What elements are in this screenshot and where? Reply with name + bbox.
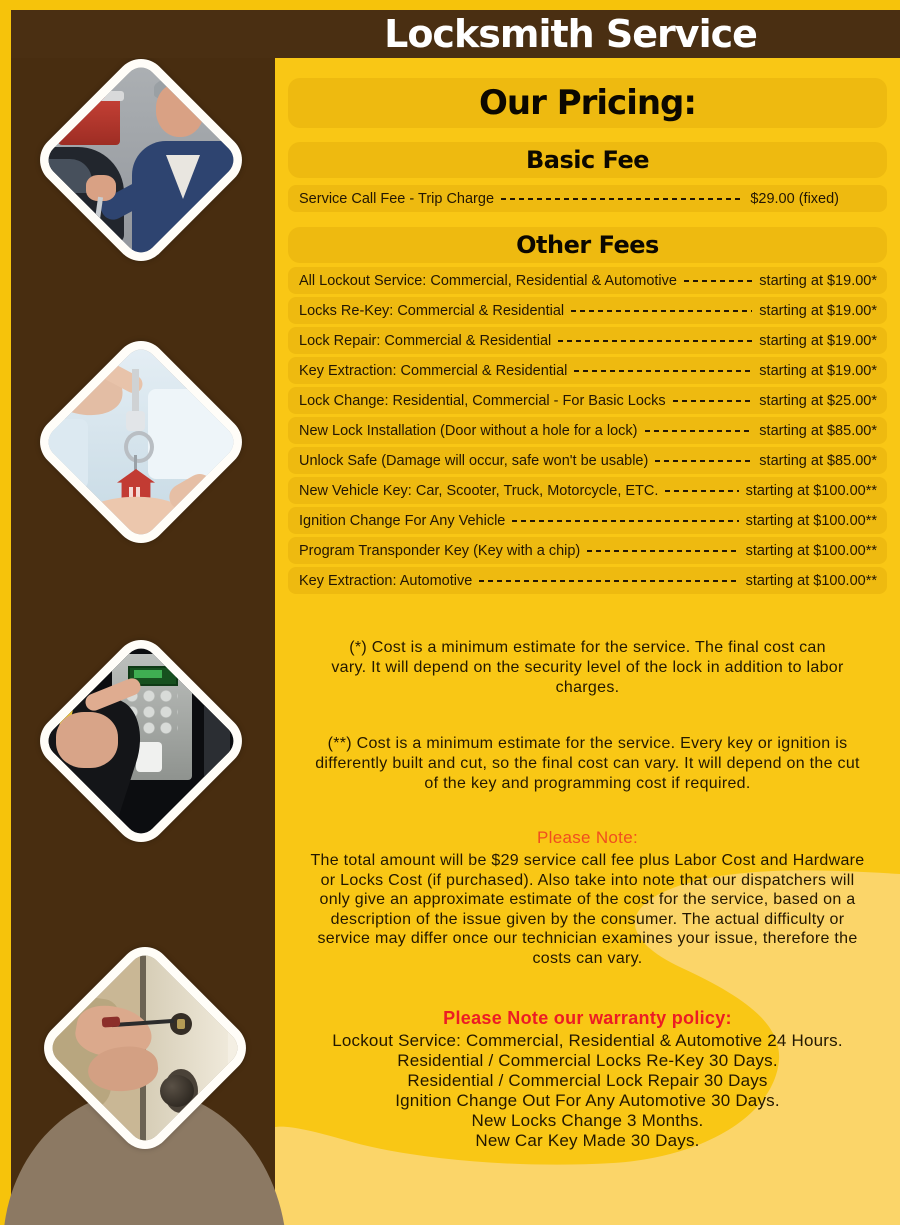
- other-fees-rows: [288, 267, 887, 594]
- fee-row: [288, 447, 887, 474]
- fee-label: Lock Repair: Commercial & Residential: [299, 332, 552, 349]
- note-double-asterisk: (**) Cost is a minimum estimate for the service. Every key or ignition is differently built and cut, so the final cost can vary. It will depend on the cut of the key and programming cost if required.: [315, 735, 860, 792]
- fee-row: [288, 537, 887, 564]
- fee-price: starting at $25.00*: [759, 392, 877, 409]
- pricing-column: [275, 78, 900, 1225]
- fee-row: [288, 417, 887, 444]
- fee-row: [288, 185, 887, 212]
- fee-price: starting at $85.00*: [759, 422, 877, 439]
- fee-label: New Lock Installation (Door without a hole for a lock): [299, 422, 638, 439]
- warranty-heading: Please Note our warranty policy:: [443, 1008, 732, 1029]
- photo-scene: [42, 642, 240, 840]
- warranty-line: Lockout Service: Commercial, Residential & Automotive 24 Hours.: [332, 1031, 843, 1051]
- please-note-heading: Please Note:: [537, 828, 638, 847]
- dash-leader: [574, 370, 752, 372]
- dash-leader: [571, 310, 752, 312]
- fee-row: [288, 327, 887, 354]
- fee-label: Service Call Fee - Trip Charge: [299, 190, 495, 207]
- finger-pressing-door-keypad-photo: [29, 629, 252, 852]
- warranty-line: Ignition Change Out For Any Automotive 30 Days.: [395, 1091, 780, 1111]
- fee-row: [288, 357, 887, 384]
- fee-row: [288, 477, 887, 504]
- photo-frame: [42, 642, 240, 840]
- warranty-line: Residential / Commercial Locks Re-Key 30 Days.: [397, 1051, 778, 1071]
- fee-price: starting at $100.00**: [745, 572, 877, 589]
- warranty-line: Residential / Commercial Lock Repair 30 Days: [407, 1071, 768, 1091]
- dash-leader: [501, 198, 743, 200]
- warranty-lines: [275, 1031, 900, 1151]
- fee-price: starting at $19.00*: [759, 332, 877, 349]
- basic-fee-heading-band: [288, 142, 887, 178]
- dash-leader: [479, 580, 738, 582]
- fee-label: Lock Change: Residential, Commercial - For Basic Locks: [299, 392, 666, 409]
- pricing-content: [275, 58, 900, 1225]
- fee-price: starting at $19.00*: [759, 302, 877, 319]
- fee-price: starting at $19.00*: [759, 362, 877, 379]
- fee-label: Key Extraction: Commercial & Residential: [299, 362, 568, 379]
- warranty-line: New Car Key Made 30 Days.: [475, 1131, 700, 1151]
- title-bar: [11, 10, 900, 58]
- fee-label: Key Extraction: Automotive: [299, 572, 473, 589]
- dash-leader: [655, 460, 752, 462]
- photo-frame: [42, 61, 240, 259]
- fee-label: Program Transponder Key (Key with a chip): [299, 542, 581, 559]
- pricing-heading: Our Pricing:: [478, 83, 696, 123]
- fee-row: [288, 267, 887, 294]
- other-fees-heading: Other Fees: [516, 231, 659, 259]
- fee-row: [288, 297, 887, 324]
- photo-frame: [42, 343, 240, 541]
- fee-label: Unlock Safe (Damage will occur, safe won't be usable): [299, 452, 649, 469]
- fee-price: starting at $85.00*: [759, 452, 877, 469]
- photo-scene: [42, 343, 240, 541]
- fee-price: starting at $19.00*: [759, 272, 877, 289]
- please-note-body: The total amount will be $29 service call fee plus Labor Cost and Hardware or Locks Cost (if purchased). Also take into note that our dispatchers will only give an approximate estimate of the cost for the service, based on a description of the issue given by the consumer. The actual difficulty or service may differ once our technician examines your issue, therefore the costs can vary.: [310, 852, 865, 967]
- technician-handing-key-photo: [29, 48, 252, 271]
- fee-price: starting at $100.00**: [745, 542, 877, 559]
- fee-label: New Vehicle Key: Car, Scooter, Truck, Motorcycle, ETC.: [299, 482, 659, 499]
- pricing-heading-band: [288, 78, 887, 128]
- fee-label: Locks Re-Key: Commercial & Residential: [299, 302, 565, 319]
- other-fees-heading-band: [288, 227, 887, 263]
- fee-price: starting at $100.00**: [745, 512, 877, 529]
- warranty-line: New Locks Change 3 Months.: [471, 1111, 704, 1131]
- dash-leader: [665, 490, 738, 492]
- page-title: Locksmith Service: [384, 12, 757, 56]
- fee-price: starting at $100.00**: [745, 482, 877, 499]
- basic-fee-heading: Basic Fee: [525, 146, 650, 174]
- dash-leader: [684, 280, 752, 282]
- fee-label: All Lockout Service: Commercial, Residential & Automotive: [299, 272, 677, 289]
- dash-leader: [512, 520, 738, 522]
- dash-leader: [587, 550, 738, 552]
- dash-leader: [673, 400, 753, 402]
- fee-row: [288, 387, 887, 414]
- dash-leader: [645, 430, 753, 432]
- fee-row: [288, 567, 887, 594]
- photo-sidebar: [11, 10, 275, 1225]
- key-with-house-keychain-handover-photo: [29, 330, 252, 553]
- fee-row: [288, 507, 887, 534]
- note-single-asterisk: (*) Cost is a minimum estimate for the service. The final cost can vary. It will depend on the security level of the lock in addition to labor charges.: [331, 639, 844, 696]
- basic-fee-rows: [288, 185, 887, 212]
- dash-leader: [558, 340, 752, 342]
- fee-price: $29.00 (fixed): [750, 190, 839, 207]
- fee-label: Ignition Change For Any Vehicle: [299, 512, 506, 529]
- photo-scene: [42, 61, 240, 259]
